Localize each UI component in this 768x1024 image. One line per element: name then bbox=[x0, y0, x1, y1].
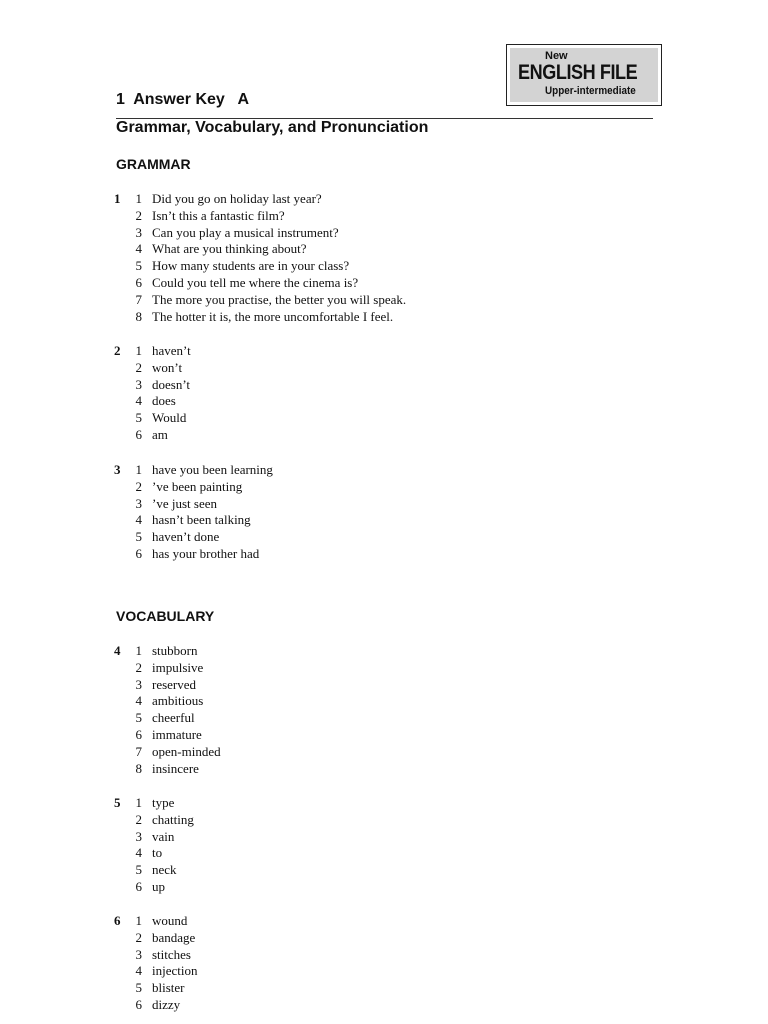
item-number: 4 bbox=[135, 845, 142, 861]
answer-text: doesn’t bbox=[152, 376, 191, 392]
item-number: 5 bbox=[135, 862, 142, 878]
item-number: 8 bbox=[135, 308, 142, 324]
logo-level: Upper-intermediate bbox=[545, 85, 636, 97]
exercise-number: 6 bbox=[114, 913, 121, 928]
item-number: 3 bbox=[135, 828, 142, 844]
exercise-number: 4 bbox=[114, 643, 121, 658]
item-number: 2 bbox=[135, 207, 142, 223]
answer-text: ’ve been painting bbox=[152, 478, 243, 494]
answer-text: haven’t done bbox=[152, 529, 220, 545]
item-number: 3 bbox=[135, 495, 142, 511]
answer-text: Could you tell me where the cinema is? bbox=[152, 274, 359, 290]
answer-text: How many students are in your class? bbox=[152, 258, 350, 274]
answer-text: Can you play a musical instrument? bbox=[152, 224, 339, 240]
vocabulary-heading: VOCABULARY bbox=[116, 608, 215, 624]
answer-text: dizzy bbox=[152, 996, 181, 1012]
item-number: 1 bbox=[135, 191, 142, 206]
answer-text: neck bbox=[152, 862, 177, 878]
item-number: 5 bbox=[135, 980, 142, 996]
answer-text: blister bbox=[152, 980, 185, 996]
exercise-number: 3 bbox=[114, 462, 121, 477]
answer-text: type bbox=[152, 795, 175, 810]
item-number: 2 bbox=[135, 359, 142, 375]
item-number: 6 bbox=[135, 726, 142, 742]
item-number: 3 bbox=[135, 946, 142, 962]
answer-text: have you been learning bbox=[152, 462, 273, 477]
answer-text: vain bbox=[152, 828, 175, 844]
item-number: 3 bbox=[135, 376, 142, 392]
item-number: 2 bbox=[135, 811, 142, 827]
item-number: 6 bbox=[135, 426, 142, 442]
answer-text: immature bbox=[152, 726, 202, 742]
logo-panel bbox=[510, 48, 658, 102]
answer-text: up bbox=[152, 878, 165, 894]
answer-text: Isn’t this a fantastic film? bbox=[152, 207, 285, 223]
item-number: 5 bbox=[135, 258, 142, 274]
answer-text: haven’t bbox=[152, 343, 191, 358]
answer-text: ’ve just seen bbox=[152, 495, 217, 511]
grammar-heading: GRAMMAR bbox=[116, 156, 191, 172]
logo-title: ENGLISH FILE bbox=[518, 61, 638, 84]
answer-text: injection bbox=[152, 963, 198, 979]
english-file-logo bbox=[506, 44, 662, 106]
item-number: 8 bbox=[135, 760, 142, 776]
item-number: 6 bbox=[135, 274, 142, 290]
item-number: 7 bbox=[135, 743, 142, 759]
answer-text: Did you go on holiday last year? bbox=[152, 191, 322, 206]
item-number: 3 bbox=[135, 676, 142, 692]
item-number: 2 bbox=[135, 478, 142, 494]
item-number: 4 bbox=[135, 963, 142, 979]
answer-text: am bbox=[152, 426, 168, 442]
answer-text: wound bbox=[152, 913, 188, 928]
answer-text: Would bbox=[152, 410, 187, 426]
item-number: 6 bbox=[135, 878, 142, 894]
answer-text: The hotter it is, the more uncomfortable I feel. bbox=[152, 308, 394, 324]
answer-text: cheerful bbox=[152, 710, 195, 726]
item-number: 4 bbox=[135, 512, 142, 528]
answer-text: stubborn bbox=[152, 643, 198, 658]
item-number: 2 bbox=[135, 659, 142, 675]
answer-text: to bbox=[152, 845, 163, 861]
item-number: 3 bbox=[135, 224, 142, 240]
item-number: 4 bbox=[135, 241, 142, 257]
item-number: 1 bbox=[135, 795, 142, 810]
item-number: 1 bbox=[135, 643, 142, 658]
answer-text: does bbox=[152, 393, 176, 409]
answer-text: has your brother had bbox=[152, 545, 260, 561]
item-number: 2 bbox=[135, 929, 142, 945]
item-number: 5 bbox=[135, 529, 142, 545]
answer-text: open-minded bbox=[152, 743, 221, 759]
item-number: 5 bbox=[135, 410, 142, 426]
answer-text: ambitious bbox=[152, 693, 204, 709]
item-number: 6 bbox=[135, 996, 142, 1012]
answer-text: won’t bbox=[152, 359, 183, 375]
item-number: 4 bbox=[135, 693, 142, 709]
item-number: 5 bbox=[135, 710, 142, 726]
page-title: 1 Answer Key A bbox=[116, 91, 250, 108]
item-number: 1 bbox=[135, 913, 142, 928]
answer-text: stitches bbox=[152, 946, 191, 962]
section-heading: Grammar, Vocabulary, and Pronunciation bbox=[116, 119, 429, 136]
item-number: 7 bbox=[135, 291, 142, 307]
item-number: 6 bbox=[135, 545, 142, 561]
item-number: 4 bbox=[135, 393, 142, 409]
item-number: 1 bbox=[135, 343, 142, 358]
exercise-number: 2 bbox=[114, 343, 121, 358]
answer-text: insincere bbox=[152, 760, 199, 776]
item-number: 1 bbox=[135, 462, 142, 477]
exercise-number: 5 bbox=[114, 795, 121, 810]
answer-text: chatting bbox=[152, 811, 194, 827]
answer-text: impulsive bbox=[152, 659, 204, 675]
answer-text: bandage bbox=[152, 929, 196, 945]
exercise-number: 1 bbox=[114, 191, 121, 206]
answer-text: reserved bbox=[152, 676, 197, 692]
logo-new-label: New bbox=[545, 50, 568, 62]
answer-text: What are you thinking about? bbox=[152, 241, 307, 257]
answer-text: hasn’t been talking bbox=[152, 512, 251, 528]
answer-text: The more you practise, the better you will speak. bbox=[152, 291, 407, 307]
